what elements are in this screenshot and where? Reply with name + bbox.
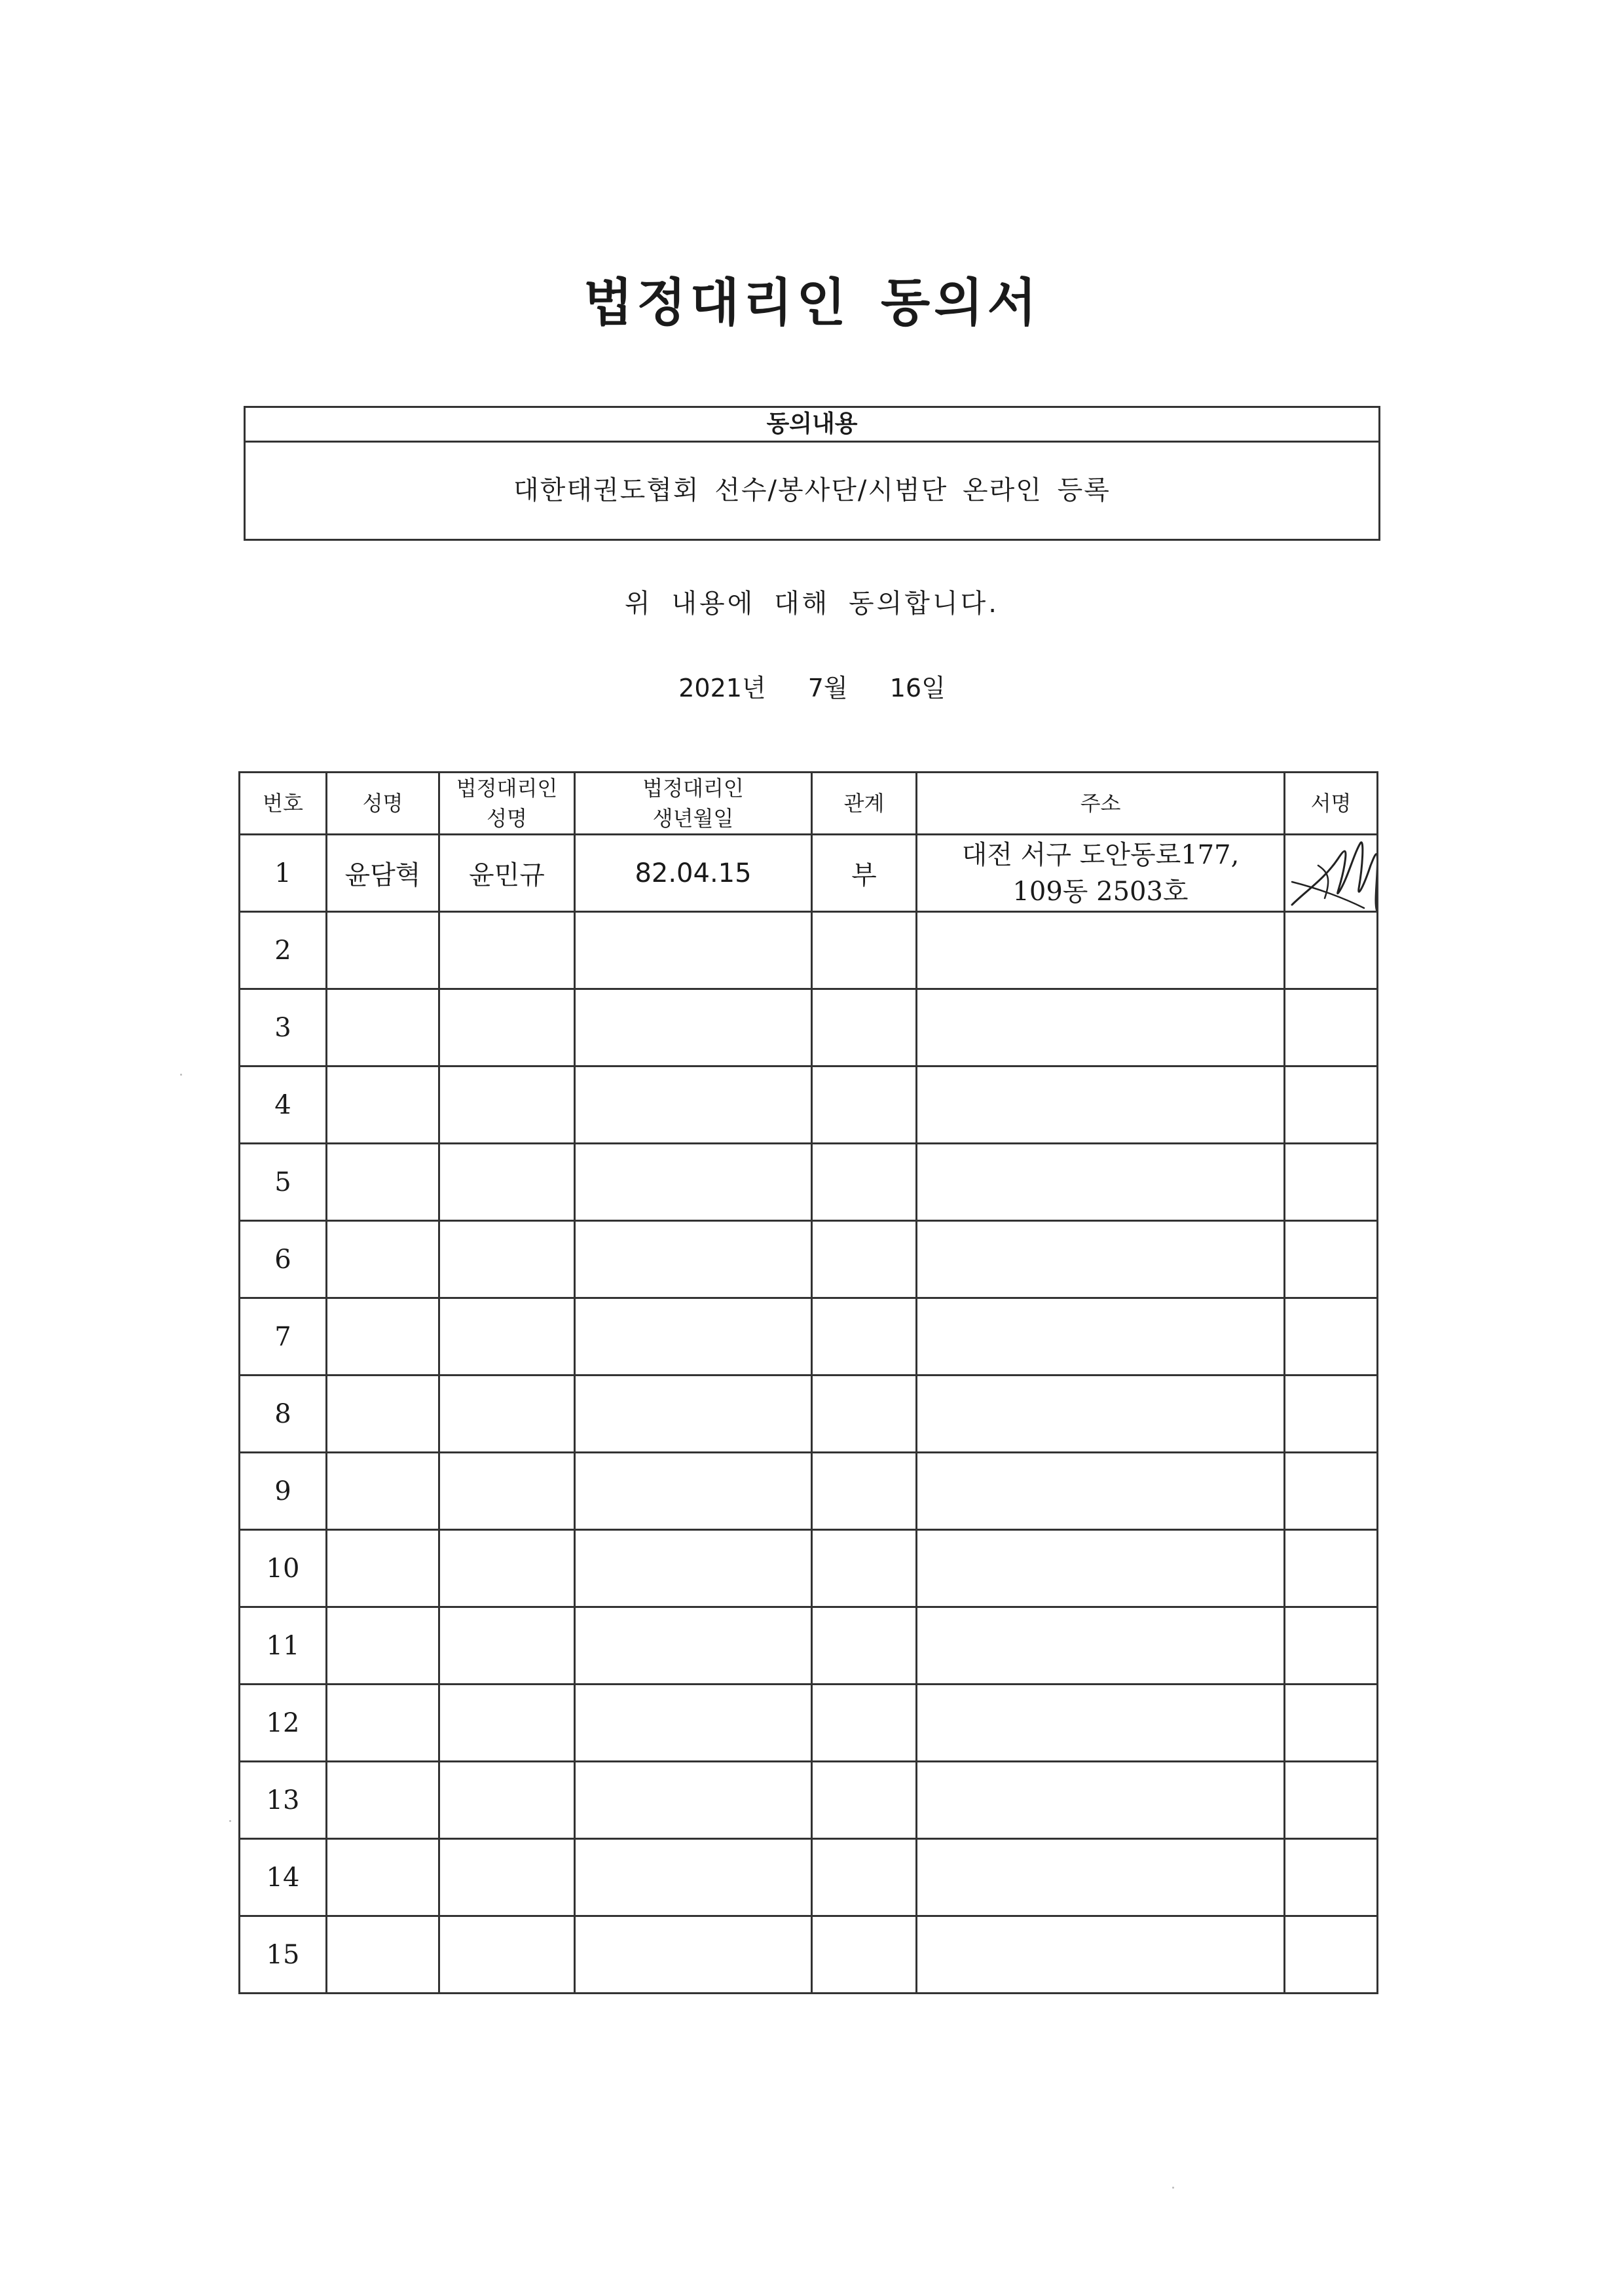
table-row [240, 912, 1378, 989]
table-row [240, 1453, 1378, 1530]
table-row [240, 1916, 1378, 1994]
cell-no: 2 [240, 912, 327, 989]
cell-no: 12 [240, 1685, 327, 1762]
cell-no: 5 [240, 1144, 327, 1221]
cell-name: 윤담혁 [327, 835, 439, 912]
table-row [240, 835, 1378, 912]
header-guardian-birth-line2: 생년월일 [652, 806, 734, 831]
table-header-row [240, 773, 1378, 835]
cell-guardian-birth: 82.04.15 [575, 835, 812, 912]
cell-no: 15 [240, 1916, 327, 1994]
consent-content-box [244, 406, 1380, 541]
cell-address [917, 835, 1285, 912]
header-signature: 서명 [1285, 773, 1378, 835]
header-no: 번호 [240, 773, 327, 835]
cell-no: 6 [240, 1221, 327, 1298]
header-guardian-birth-line1: 법정대리인 [642, 776, 744, 801]
agreement-statement: 위 내용에 대해 동의합니다. [625, 589, 999, 619]
table-row [240, 989, 1378, 1066]
signature-icon [1285, 835, 1378, 912]
header-name: 성명 [327, 773, 439, 835]
cell-no: 7 [240, 1298, 327, 1376]
cell-no: 4 [240, 1066, 327, 1144]
table-row [240, 1607, 1378, 1685]
table-row [240, 1144, 1378, 1221]
date-day: 16일 [889, 674, 946, 702]
consent-body: 대한태권도협회 선수/봉사단/시범단 온라인 등록 [513, 475, 1111, 505]
header-relation: 관계 [812, 773, 917, 835]
scan-speck [1172, 2187, 1174, 2189]
cell-no: 9 [240, 1453, 327, 1530]
cell-no: 14 [240, 1839, 327, 1916]
cell-relation: 부 [812, 835, 917, 912]
scan-speck [180, 1074, 182, 1076]
cell-no: 13 [240, 1762, 327, 1839]
date-year: 2021년 [678, 674, 766, 702]
cell-no: 3 [240, 989, 327, 1066]
cell-no: 10 [240, 1530, 327, 1607]
address-line2: 109동 2503호 [1012, 876, 1189, 907]
header-guardian-name [439, 773, 575, 835]
cell-signature [1285, 835, 1378, 912]
header-guardian-birth [575, 773, 812, 835]
header-guardian-name-line2: 성명 [487, 806, 527, 831]
guardian-consent-table [238, 771, 1378, 1994]
scan-speck [229, 1820, 231, 1822]
header-address: 주소 [917, 773, 1285, 835]
address-line1: 대전 서구 도안동로177, [961, 839, 1240, 870]
cell-no: 8 [240, 1376, 327, 1453]
table-row [240, 1066, 1378, 1144]
table-row [240, 1685, 1378, 1762]
signing-date [0, 668, 1624, 704]
document-title: 법정대리인 동의서 [583, 274, 1041, 333]
cell-no: 1 [240, 835, 327, 912]
consent-header: 동의내용 [246, 408, 1378, 443]
table-row [240, 1839, 1378, 1916]
cell-guardian-name: 윤민규 [439, 835, 575, 912]
date-month: 7월 [807, 674, 848, 702]
header-guardian-name-line1: 법정대리인 [456, 776, 558, 801]
cell-no: 11 [240, 1607, 327, 1685]
table-row [240, 1221, 1378, 1298]
table-row [240, 1376, 1378, 1453]
table-row [240, 1762, 1378, 1839]
table-row [240, 1298, 1378, 1376]
table-row [240, 1530, 1378, 1607]
